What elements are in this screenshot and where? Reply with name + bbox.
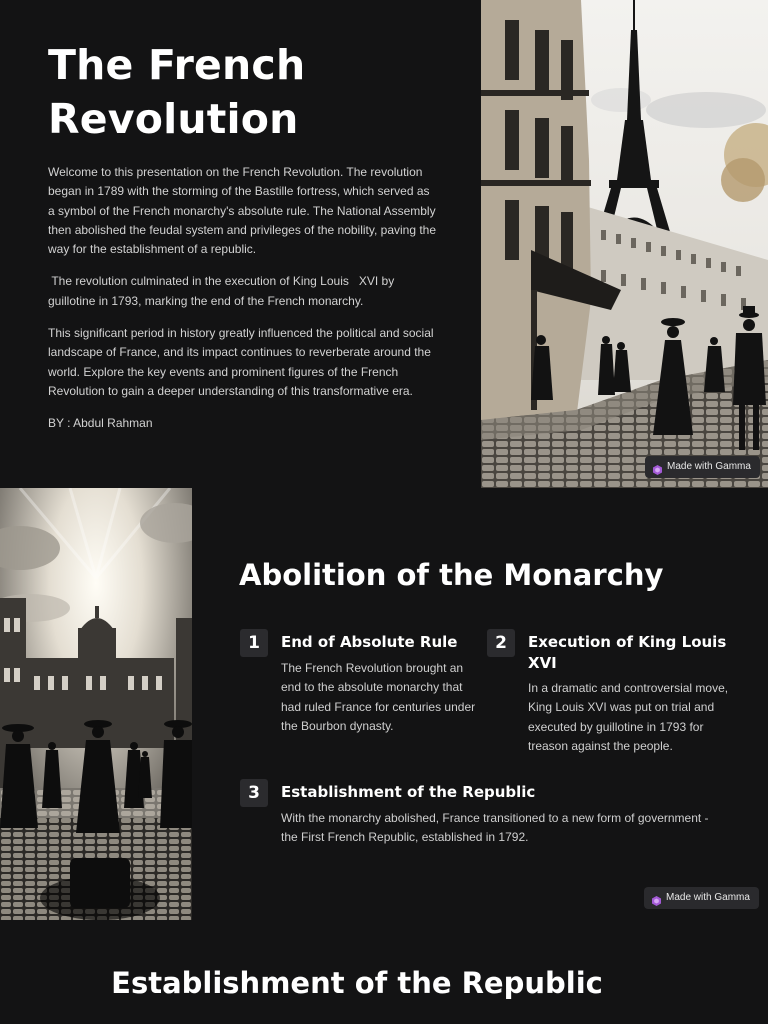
badge-label: Made with Gamma bbox=[666, 892, 750, 903]
slide-intro bbox=[0, 0, 768, 488]
paris-street-eiffel-image bbox=[481, 0, 768, 488]
intro-paragraph: This significant period in history greatly influenced the political and social landscape of France, and its impact continues to reverberate around the world. Explore the key events and prominent figures of the French Revolution to gain a deeper understanding of this transformative era. bbox=[48, 326, 434, 398]
title-line-1: The French bbox=[48, 41, 306, 89]
item-title: Establishment of the Republic bbox=[281, 783, 536, 801]
item-description: In a dramatic and controversial move, King Louis XVI was put on trial and executed by guillotine in 1793 for treason against the people. bbox=[528, 681, 729, 753]
item-title: End of Absolute Rule bbox=[281, 633, 458, 651]
item-description: The French Revolution brought an end to the absolute monarchy that had ruled France for centuries under the Bourbon dynasty. bbox=[281, 661, 476, 733]
gamma-logo-icon bbox=[652, 893, 661, 903]
section-title: Establishment of the Republic bbox=[111, 966, 603, 1000]
slide-title bbox=[48, 38, 448, 146]
intro-paragraph: The revolution culminated in the execution of King Louis XVI by guillotine in 1793, marking the end of the French monarchy. bbox=[48, 274, 398, 308]
item-title: Execution of King Louis XVI bbox=[528, 633, 727, 672]
item-description: With the monarchy abolished, France transitioned to a new form of government - the First French Republic, established in 1792. bbox=[281, 811, 709, 845]
title-line-2: Revolution bbox=[48, 95, 299, 143]
slide-abolition bbox=[0, 488, 768, 928]
section-title: Abolition of the Monarchy bbox=[239, 558, 664, 592]
slide-republic bbox=[0, 928, 768, 1024]
author-credit: BY : Abdul Rahman bbox=[48, 416, 153, 431]
badge-label: Made with Gamma bbox=[667, 461, 751, 472]
intro-text bbox=[48, 163, 438, 447]
item-number: 2 bbox=[487, 629, 515, 657]
made-with-gamma-badge[interactable] bbox=[644, 887, 759, 909]
item-number: 1 bbox=[240, 629, 268, 657]
intro-paragraph: Welcome to this presentation on the French Revolution. The revolution began in 1789 with the storming of the Bastille fortress, which served as a symbol of the French monarchy's absolute rule. The National Assembly then abolished the feudal system and privileges of the nobility, paving the way for the establishment of a republic. bbox=[48, 165, 437, 257]
palace-crowd-image bbox=[0, 488, 192, 920]
made-with-gamma-badge[interactable] bbox=[645, 456, 760, 478]
gamma-logo-icon bbox=[653, 462, 662, 472]
item-number: 3 bbox=[240, 779, 268, 807]
